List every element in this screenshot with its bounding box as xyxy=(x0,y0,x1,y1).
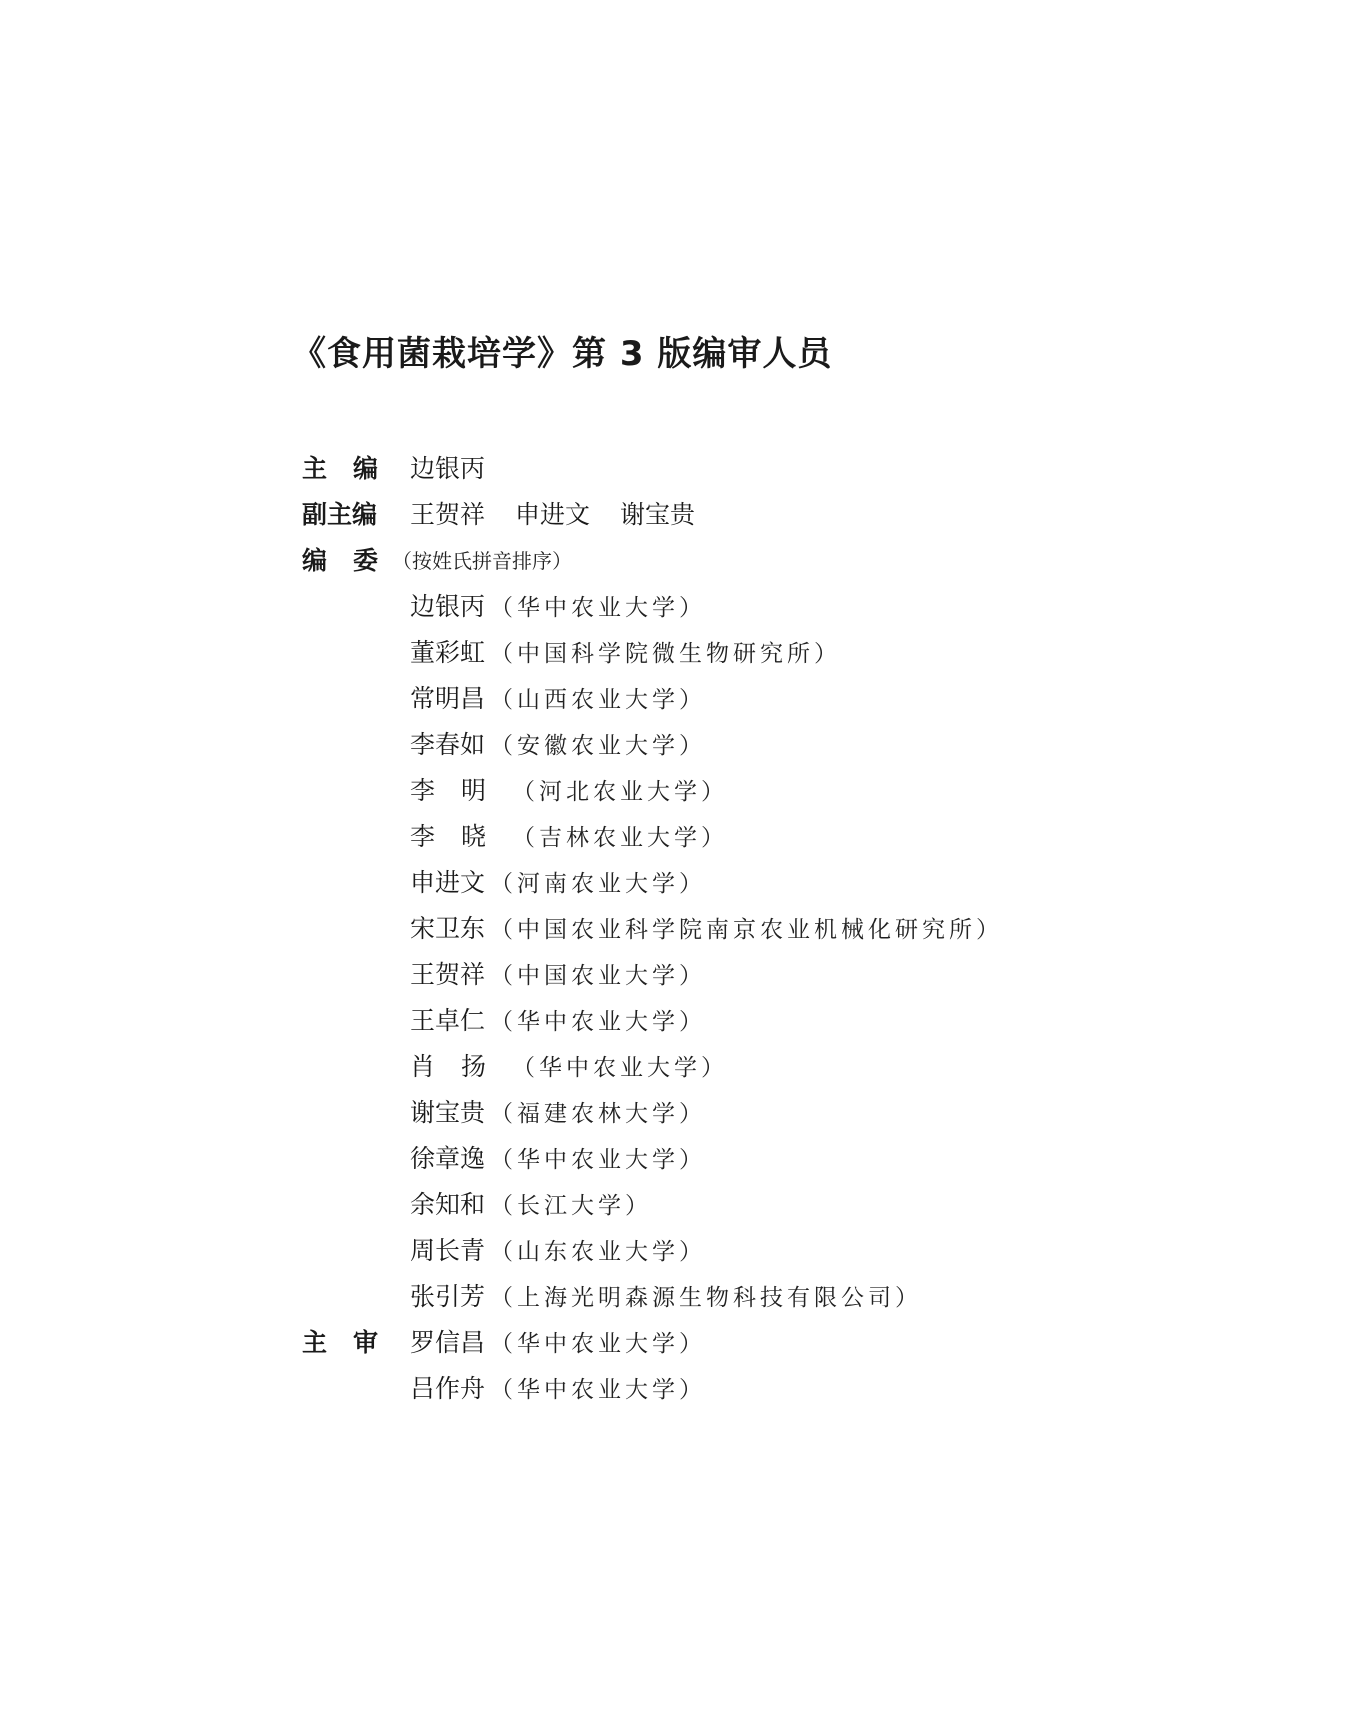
list-item xyxy=(0,1090,1354,1136)
member-name: 李晓 xyxy=(410,822,513,851)
member-affiliation: （中国科学院微生物研究所） xyxy=(490,641,841,667)
member-affiliation: （福建农林大学） xyxy=(490,1101,706,1127)
list-item xyxy=(0,1182,1354,1228)
editor-name: 谢宝贵 xyxy=(620,500,696,529)
member-affiliation: （华中农业大学） xyxy=(490,595,706,621)
board-label: 编委 xyxy=(302,546,405,575)
editorial-roster xyxy=(0,446,1354,1412)
member-name: 张引芳 xyxy=(410,1282,486,1311)
board-member-list xyxy=(0,584,1354,1320)
member-name: 余知和 xyxy=(410,1190,486,1219)
reviewer-row xyxy=(0,1320,1354,1366)
deputy-editor-row xyxy=(0,492,1354,538)
member-name: 王卓仁 xyxy=(410,1006,486,1035)
member-name: 肖扬 xyxy=(410,1052,513,1081)
list-item xyxy=(0,722,1354,768)
member-name: 边银丙 xyxy=(410,592,486,621)
list-item xyxy=(0,1136,1354,1182)
editor-name: 王贺祥 xyxy=(410,500,486,529)
list-item xyxy=(0,676,1354,722)
list-item xyxy=(0,1274,1354,1320)
member-name: 吕作舟 xyxy=(410,1374,486,1403)
member-name: 徐章逸 xyxy=(410,1144,486,1173)
member-affiliation: （上海光明森源生物科技有限公司） xyxy=(490,1285,922,1311)
list-item xyxy=(0,584,1354,630)
member-affiliation: （河南农业大学） xyxy=(490,871,706,897)
member-affiliation: （中国农业科学院南京农业机械化研究所） xyxy=(490,917,1003,943)
board-sort-note: （按姓氏拼音排序） xyxy=(392,549,572,573)
list-item xyxy=(0,630,1354,676)
member-name: 常明昌 xyxy=(410,684,486,713)
editor-name: 申进文 xyxy=(515,500,591,529)
member-name: 宋卫东 xyxy=(410,914,486,943)
list-item xyxy=(0,906,1354,952)
member-name: 罗信昌 xyxy=(410,1328,486,1357)
chief-editor-row xyxy=(0,446,1354,492)
list-item xyxy=(0,1366,1354,1412)
reviewer-label: 主审 xyxy=(302,1328,405,1357)
member-name: 申进文 xyxy=(410,868,486,897)
member-affiliation: （华中农业大学） xyxy=(490,1331,706,1357)
member-affiliation: （长江大学） xyxy=(490,1193,652,1219)
member-affiliation: （安徽农业大学） xyxy=(490,733,706,759)
member-affiliation: （华中农业大学） xyxy=(512,1055,729,1081)
member-name: 周长青 xyxy=(410,1236,486,1265)
board-header-row xyxy=(0,538,1354,584)
list-item xyxy=(0,998,1354,1044)
member-affiliation: （吉林农业大学） xyxy=(512,825,729,851)
member-affiliation: （河北农业大学） xyxy=(512,779,729,805)
chief-editor-names xyxy=(410,446,485,492)
list-item xyxy=(0,952,1354,998)
deputy-editor-names xyxy=(410,492,695,538)
member-affiliation: （中国农业大学） xyxy=(490,963,706,989)
page-title: 《食用菌栽培学》第 3 版编审人员 xyxy=(292,334,833,374)
member-name: 李春如 xyxy=(410,730,486,759)
member-name: 李明 xyxy=(410,776,513,805)
reviewer-list xyxy=(0,1320,1354,1412)
member-name: 王贺祥 xyxy=(410,960,486,989)
member-name: 谢宝贵 xyxy=(410,1098,486,1127)
deputy-editor-label: 副主编 xyxy=(302,500,378,529)
chief-editor-label: 主编 xyxy=(302,454,405,483)
list-item xyxy=(0,1044,1354,1090)
list-item xyxy=(0,768,1354,814)
list-item xyxy=(0,814,1354,860)
member-affiliation: （山东农业大学） xyxy=(490,1239,706,1265)
list-item xyxy=(0,1228,1354,1274)
member-affiliation: （华中农业大学） xyxy=(490,1377,706,1403)
editor-name: 边银丙 xyxy=(410,454,486,483)
list-item xyxy=(0,860,1354,906)
member-name: 董彩虹 xyxy=(410,638,486,667)
member-affiliation: （华中农业大学） xyxy=(490,1147,706,1173)
member-affiliation: （山西农业大学） xyxy=(490,687,706,713)
member-affiliation: （华中农业大学） xyxy=(490,1009,706,1035)
